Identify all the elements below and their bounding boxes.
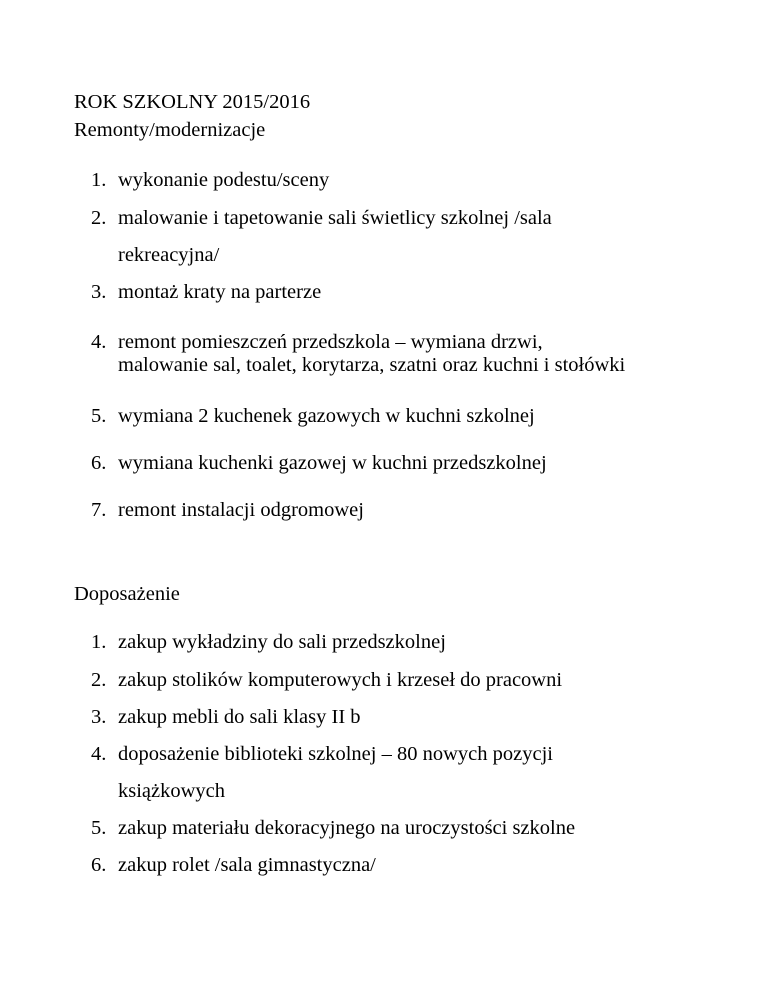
list-item-text: doposażenie biblioteki szkolnej – 80 nowych pozycji [118, 743, 553, 765]
list-item [0, 744, 768, 768]
list-item [0, 406, 768, 430]
list-item-number: 3. [91, 281, 107, 303]
list-item-text-continued: rekreacyjna/ [118, 244, 220, 266]
equipment-heading: Doposażenie [74, 583, 180, 605]
list-item-text: remont pomieszczeń przedszkola – wymiana drzwi, [118, 331, 543, 353]
list-item [0, 208, 768, 232]
list-item-continuation [0, 245, 768, 269]
list-item [0, 170, 768, 194]
list-item [0, 453, 768, 477]
list-item-continuation [0, 355, 768, 379]
list-item-number: 4. [91, 331, 107, 353]
list-item [0, 670, 768, 694]
renovations-heading: Remonty/modernizacje [74, 119, 266, 141]
list-item [0, 282, 768, 306]
list-item [0, 818, 768, 842]
year-heading: ROK SZKOLNY 2015/2016 [74, 91, 311, 113]
list-item-number: 2. [91, 669, 107, 691]
list-item-number: 7. [91, 499, 107, 521]
list-item-number: 6. [91, 854, 107, 876]
list-item-number: 1. [91, 631, 107, 653]
list-item-number: 1. [91, 169, 107, 191]
list-item [0, 500, 768, 524]
list-item-number: 6. [91, 452, 107, 474]
list-item-text: wykonanie podestu/sceny [118, 169, 330, 191]
list-item-continuation [0, 781, 768, 805]
list-item [0, 855, 768, 879]
list-item-number: 3. [91, 706, 107, 728]
list-item-text: zakup mebli do sali klasy II b [118, 706, 361, 728]
list-item-text: zakup stolików komputerowych i krzeseł do pracowni [118, 669, 563, 691]
list-item-text: zakup rolet /sala gimnastyczna/ [118, 854, 376, 876]
list-item-text: wymiana 2 kuchenek gazowych w kuchni szkolnej [118, 405, 535, 427]
list-item [0, 632, 768, 656]
list-item-number: 5. [91, 817, 107, 839]
list-item-text: zakup materiału dekoracyjnego na uroczystości szkolne [118, 817, 576, 839]
list-item-number: 2. [91, 207, 107, 229]
list-item-text: remont instalacji odgromowej [118, 499, 364, 521]
list-item-text-continued: książkowych [118, 780, 226, 802]
list-item-text: malowanie i tapetowanie sali świetlicy szkolnej /sala [118, 207, 552, 229]
list-item-text: montaż kraty na parterze [118, 281, 322, 303]
list-item-text: wymiana kuchenki gazowej w kuchni przedszkolnej [118, 452, 547, 474]
list-item-text-continued: malowanie sal, toalet, korytarza, szatni oraz kuchni i stołówki [118, 354, 626, 376]
list-item [0, 707, 768, 731]
list-item-text: zakup wykładziny do sali przedszkolnej [118, 631, 446, 653]
list-item-number: 5. [91, 405, 107, 427]
list-item [0, 332, 768, 356]
list-item-number: 4. [91, 743, 107, 765]
